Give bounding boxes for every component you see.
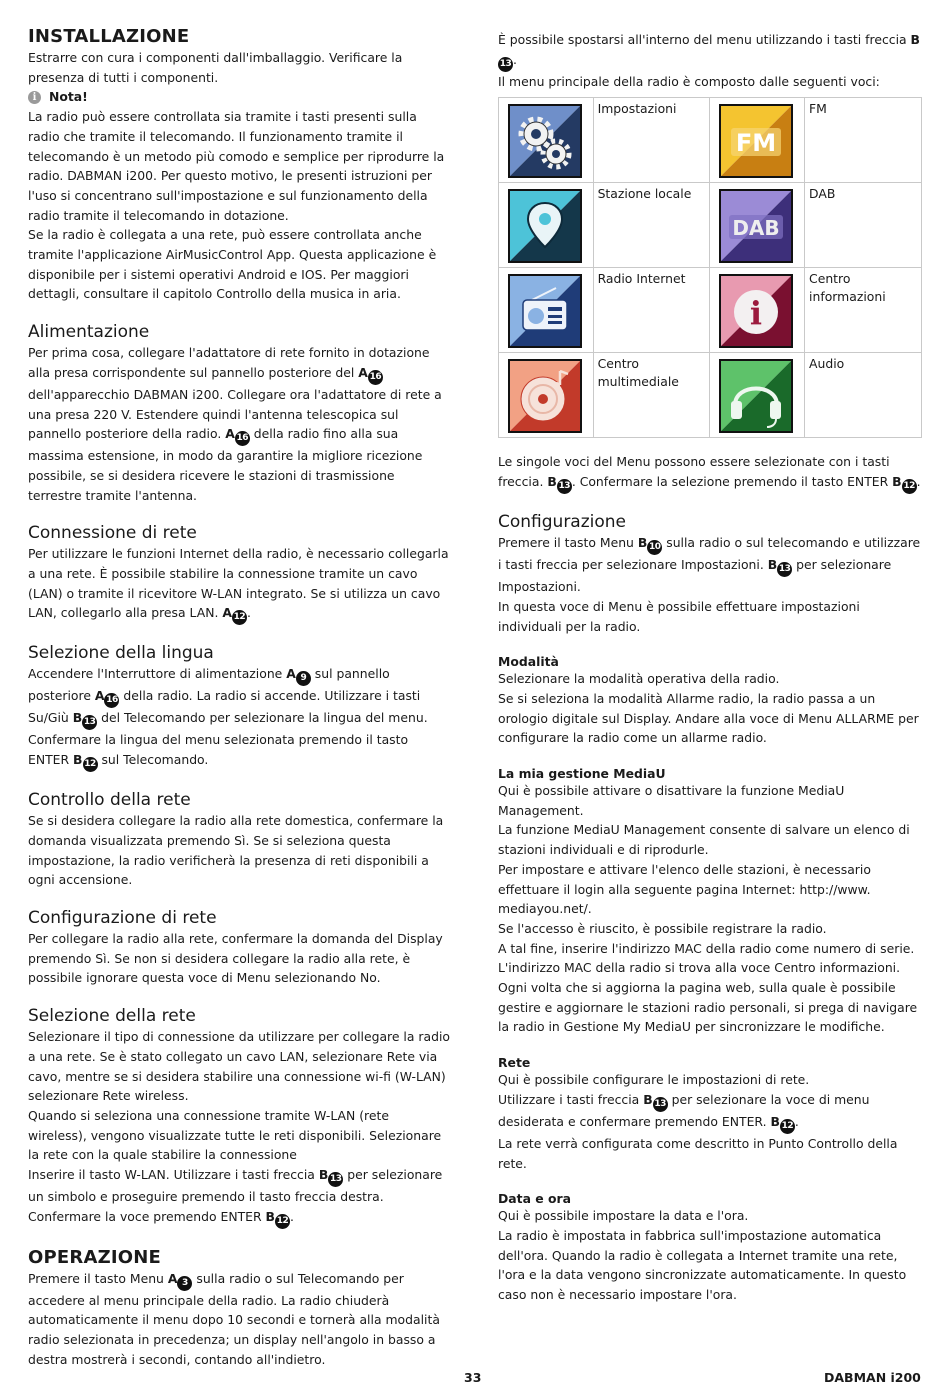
menu-nav-text: È possibile spostarsi all'interno del menu utilizzando i tasti freccia B13 .: [498, 30, 922, 72]
ref-badge: 12: [232, 610, 247, 625]
selezione-rete-heading: Selezione della rete: [28, 1006, 196, 1027]
installazione-heading: INSTALLAZIONE: [28, 26, 190, 47]
menu-intro-text: Il menu principale della radio è composto dalle seguenti voci:: [498, 73, 880, 89]
menu-label-fm: FM: [805, 98, 922, 183]
menu-label-stazione-locale: Stazione locale: [593, 183, 710, 268]
installazione-text: Estrarre con cura i componenti dall'imballaggio. Verificare la presenza di tutti i componenti.: [28, 50, 403, 85]
operazione-heading: OPERAZIONE: [28, 1246, 161, 1268]
configurazione-heading: Configurazione: [498, 512, 627, 533]
ref-badge: 16: [104, 693, 119, 708]
dab-icon: [719, 189, 793, 263]
menu-label-radio-internet: Radio Internet: [593, 268, 710, 353]
menu-label-centro-multimediale: Centro multimediale: [593, 353, 710, 438]
ref-badge: 13: [557, 479, 572, 494]
ref-badge: 12: [83, 757, 98, 772]
modalita-text-1: Selezionare la modalità operativa della radio.: [498, 671, 780, 687]
selezione-rete-text-2: Quando si seleziona una connessione tramite W-LAN (rete wireless), vengono visualizzate tutte le reti disponibili. Selezionare la rete con la quale stabilire la connessione: [28, 1107, 442, 1163]
data-ora-text-2: La radio è impostata in fabbrica sull'impostazione automatica dell'ora. Quando la radio è collegata a Internet tramite una rete, l'ora e la data vengono sincronizzate automaticamente. In questo caso non è necessario impostare l'ora.: [498, 1227, 907, 1303]
headphones-icon: [719, 359, 793, 433]
music-disc-icon: [508, 359, 582, 433]
main-menu-table: [498, 97, 922, 438]
rete-text-1: Qui è possibile configurare le impostazioni di rete.: [498, 1072, 810, 1088]
ref-badge: 13: [82, 715, 97, 730]
ref-badge: 13: [498, 57, 513, 72]
alimentazione-heading: Alimentazione: [28, 322, 150, 343]
ref-badge: 13: [777, 562, 792, 577]
svg-text:DAB: DAB: [732, 216, 781, 241]
menu-label-audio: Audio: [805, 353, 922, 438]
location-pin-icon: [508, 189, 582, 263]
mediau-text-4: Se l'accesso è riuscito, è possibile registrare la radio.: [498, 920, 827, 936]
selezione-rete-text-1: Selezionare il tipo di connessione da utilizzare per collegare la radio a una rete. Se è stato collegato un cavo LAN, selezionare Rete via cavo, mentre se si desidera stabilire una connessione wi-fi (W-LAN) selezionare Rete wireless.: [28, 1029, 450, 1104]
info-icon: [719, 274, 793, 348]
fm-icon: [719, 104, 793, 178]
installazione-app-text: Se la radio è collegata a una rete, può essere controllata anche tramite l'applicazione AirMusicControl App. Questa applicazione è disponibile per i sistemi operativi Android e IOS. Per maggiori dettagli, consultare il capitolo Controllo della musica in aria.: [28, 227, 437, 302]
svg-text:FM: FM: [736, 129, 777, 158]
rete-heading: Rete: [498, 1055, 531, 1071]
ref-badge: 12: [275, 1214, 290, 1229]
alimentazione-text: Per prima cosa, collegare l'adattatore di rete fornito in dotazione alla presa corrispondente sul pannello posteriore del A 16 dell'apparecchio DABMAN i200. Collegare ora l'adattatore di rete a una presa 220 V. Estendere quindi l'antenna telescopica sul pannello posteriore della radio. A 16 della radio fino alla sua massima estensione, in modo da garantire la migliore ricezione possibile, se si desidera ricevere le stazioni di trasmissione terrestre tramite l'antenna.: [28, 345, 442, 503]
menu-label-centro-informazioni: Centro informazioni: [805, 268, 922, 353]
mediau-heading: La mia gestione MediaU: [498, 766, 666, 782]
product-name: DABMAN i200: [824, 1370, 921, 1385]
note-label: Nota!: [49, 89, 88, 105]
ref-badge: 9: [296, 671, 311, 686]
data-ora-heading: Data e ora: [498, 1191, 571, 1207]
page-number: 33: [464, 1370, 482, 1385]
menu-selection-text: Le singole voci del Menu possono essere selezionate con i tasti freccia. B 13 . Confermare la selezione premendo il tasto ENTER B 12 .: [498, 452, 922, 494]
mediau-text-1: Qui è possibile attivare o disattivare la funzione MediaU Management.: [498, 783, 845, 818]
connessione-heading: Connessione di rete: [28, 523, 197, 544]
configurazione-rete-heading: Configurazione di rete: [28, 907, 217, 928]
ref-badge: 12: [780, 1119, 795, 1134]
installazione-note-text: La radio può essere controllata sia tramite i tasti presenti sulla radio che tramite il telecomando. Il funzionamento tramite il telecomando è un metodo più comodo e semplice per riprodurre la radio. DABMAN i200. Per questo motivo, le presenti istruzioni per l'uso si concentrano sull'impostazione e sul funzionamento della radio tramite il telecomando in dotazione.: [28, 109, 445, 223]
ref-badge: 13: [653, 1097, 668, 1112]
data-ora-text-1: Qui è possibile impostare la data e l'ora.: [498, 1208, 749, 1224]
left-column: [28, 24, 450, 1370]
controllo-text: Se si desidera collegare la radio alla rete domestica, confermare la domanda visualizzata premendo Sì. Se si seleziona questa impostazione, la radio verificherà la presenza di reti disponibili a ogni accensione.: [28, 813, 444, 888]
ref-badge: 3: [177, 1276, 192, 1291]
modalita-text-2: Se si seleziona la modalità Allarme radio, la radio passa a un orologio digitale sul Display. Andare alla voce di Menu ALLARME per configurare la radio come un allarme radio.: [498, 690, 919, 746]
mediau-text-2: La funzione MediaU Management consente di salvare un elenco di stazioni individuali e di riprodurle.: [498, 822, 910, 858]
ref-badge: 10: [647, 540, 662, 555]
rete-text-3: La rete verrà configurata come descritto in Punto Controllo della rete.: [498, 1135, 898, 1171]
ref-badge: 16: [368, 370, 383, 385]
menu-label-impostazioni: Impostazioni: [593, 98, 710, 183]
right-column: [498, 30, 922, 1305]
rete-text-2: Utilizzare i tasti freccia B 13 per selezionare la voce di menu desiderata e confermare premendo ENTER. B 12 .: [498, 1090, 922, 1134]
lingua-heading: Selezione della lingua: [28, 643, 214, 664]
svg-text:i: i: [750, 294, 763, 333]
mediau-text-5: A tal fine, inserire l'indirizzo MAC della radio come numero di serie. L'indirizzo MAC della radio si trova alla voce Centro informazioni. Ogni volta che si aggiorna la pagina web, sulla quale è possibile gestire e aggiornare le stazioni radio personali, si prega di navigare la radio in Gestione My MediaU per sincronizzare le modifiche.: [498, 940, 918, 1035]
configurazione-rete-text: Per collegare la radio alla rete, confermare la domanda del Display premendo Sì. Se non si desidera collegare la radio alla rete, è possibile ignorare questa voce di Menu selezionando No.: [28, 930, 443, 986]
menu-label-dab: DAB: [805, 183, 922, 268]
mediau-text-3: Per impostare e attivare l'elenco delle stazioni, è necessario effettuare il login alla seguente pagina Internet: http://www. mediayou.net/.: [498, 861, 871, 917]
configurazione-text: Premere il tasto Menu B 10 sulla radio o sul telecomando e utilizzare i tasti freccia per selezionare Impostazioni. B 13 per selezionare Impostazioni.: [498, 535, 921, 595]
configurazione-text-2: In questa voce di Menu è possibile effettuare impostazioni individuali per la radio.: [498, 598, 860, 634]
radio-icon: [508, 274, 582, 348]
modalita-heading: Modalità: [498, 654, 559, 670]
ref-badge: 13: [328, 1172, 343, 1187]
controllo-heading: Controllo della rete: [28, 790, 191, 811]
settings-gears-icon: [508, 104, 582, 178]
ref-badge: 12: [902, 479, 917, 494]
note: [28, 87, 450, 107]
ref-badge: 16: [235, 431, 250, 446]
connessione-text: Per utilizzare le funzioni Internet della radio, è necessario collegarla a una rete. È possibile stabilire la connessione tramite un cavo (LAN) o tramite il ricevitore W-LAN integrato. Se si utilizza un cavo LAN, collegarlo alla presa LAN. A 12 .: [28, 544, 450, 625]
info-note-icon: i: [28, 91, 41, 104]
selezione-rete-text-3: Inserire il tasto W-LAN. Utilizzare i tasti freccia B 13 per selezionare un simbolo e proseguire premendo il tasto freccia destra. Confermare la voce premendo ENTER B 12 .: [28, 1165, 450, 1229]
lingua-text: Accendere l'Interruttore di alimentazione A 9 sul pannello posteriore A 16 della radio. La radio si accende. Utilizzare i tasti Su/Giù B 13 del Telecomando per selezionare la lingua del menu. Confermare la lingua del menu selezionata premendo il tasto ENTER B 12 sul Telecomando.: [28, 664, 450, 772]
operazione-text: Premere il tasto Menu A 3 sulla radio o sul Telecomando per accedere al menu principale della radio. La radio chiuderà automaticamente il menu dopo 10 secondi e tornerà alla modalità radio selezionata in precedenza; un display nell'angolo in basso a destra mostrerà i secondi, contando all'indietro.: [28, 1270, 440, 1367]
